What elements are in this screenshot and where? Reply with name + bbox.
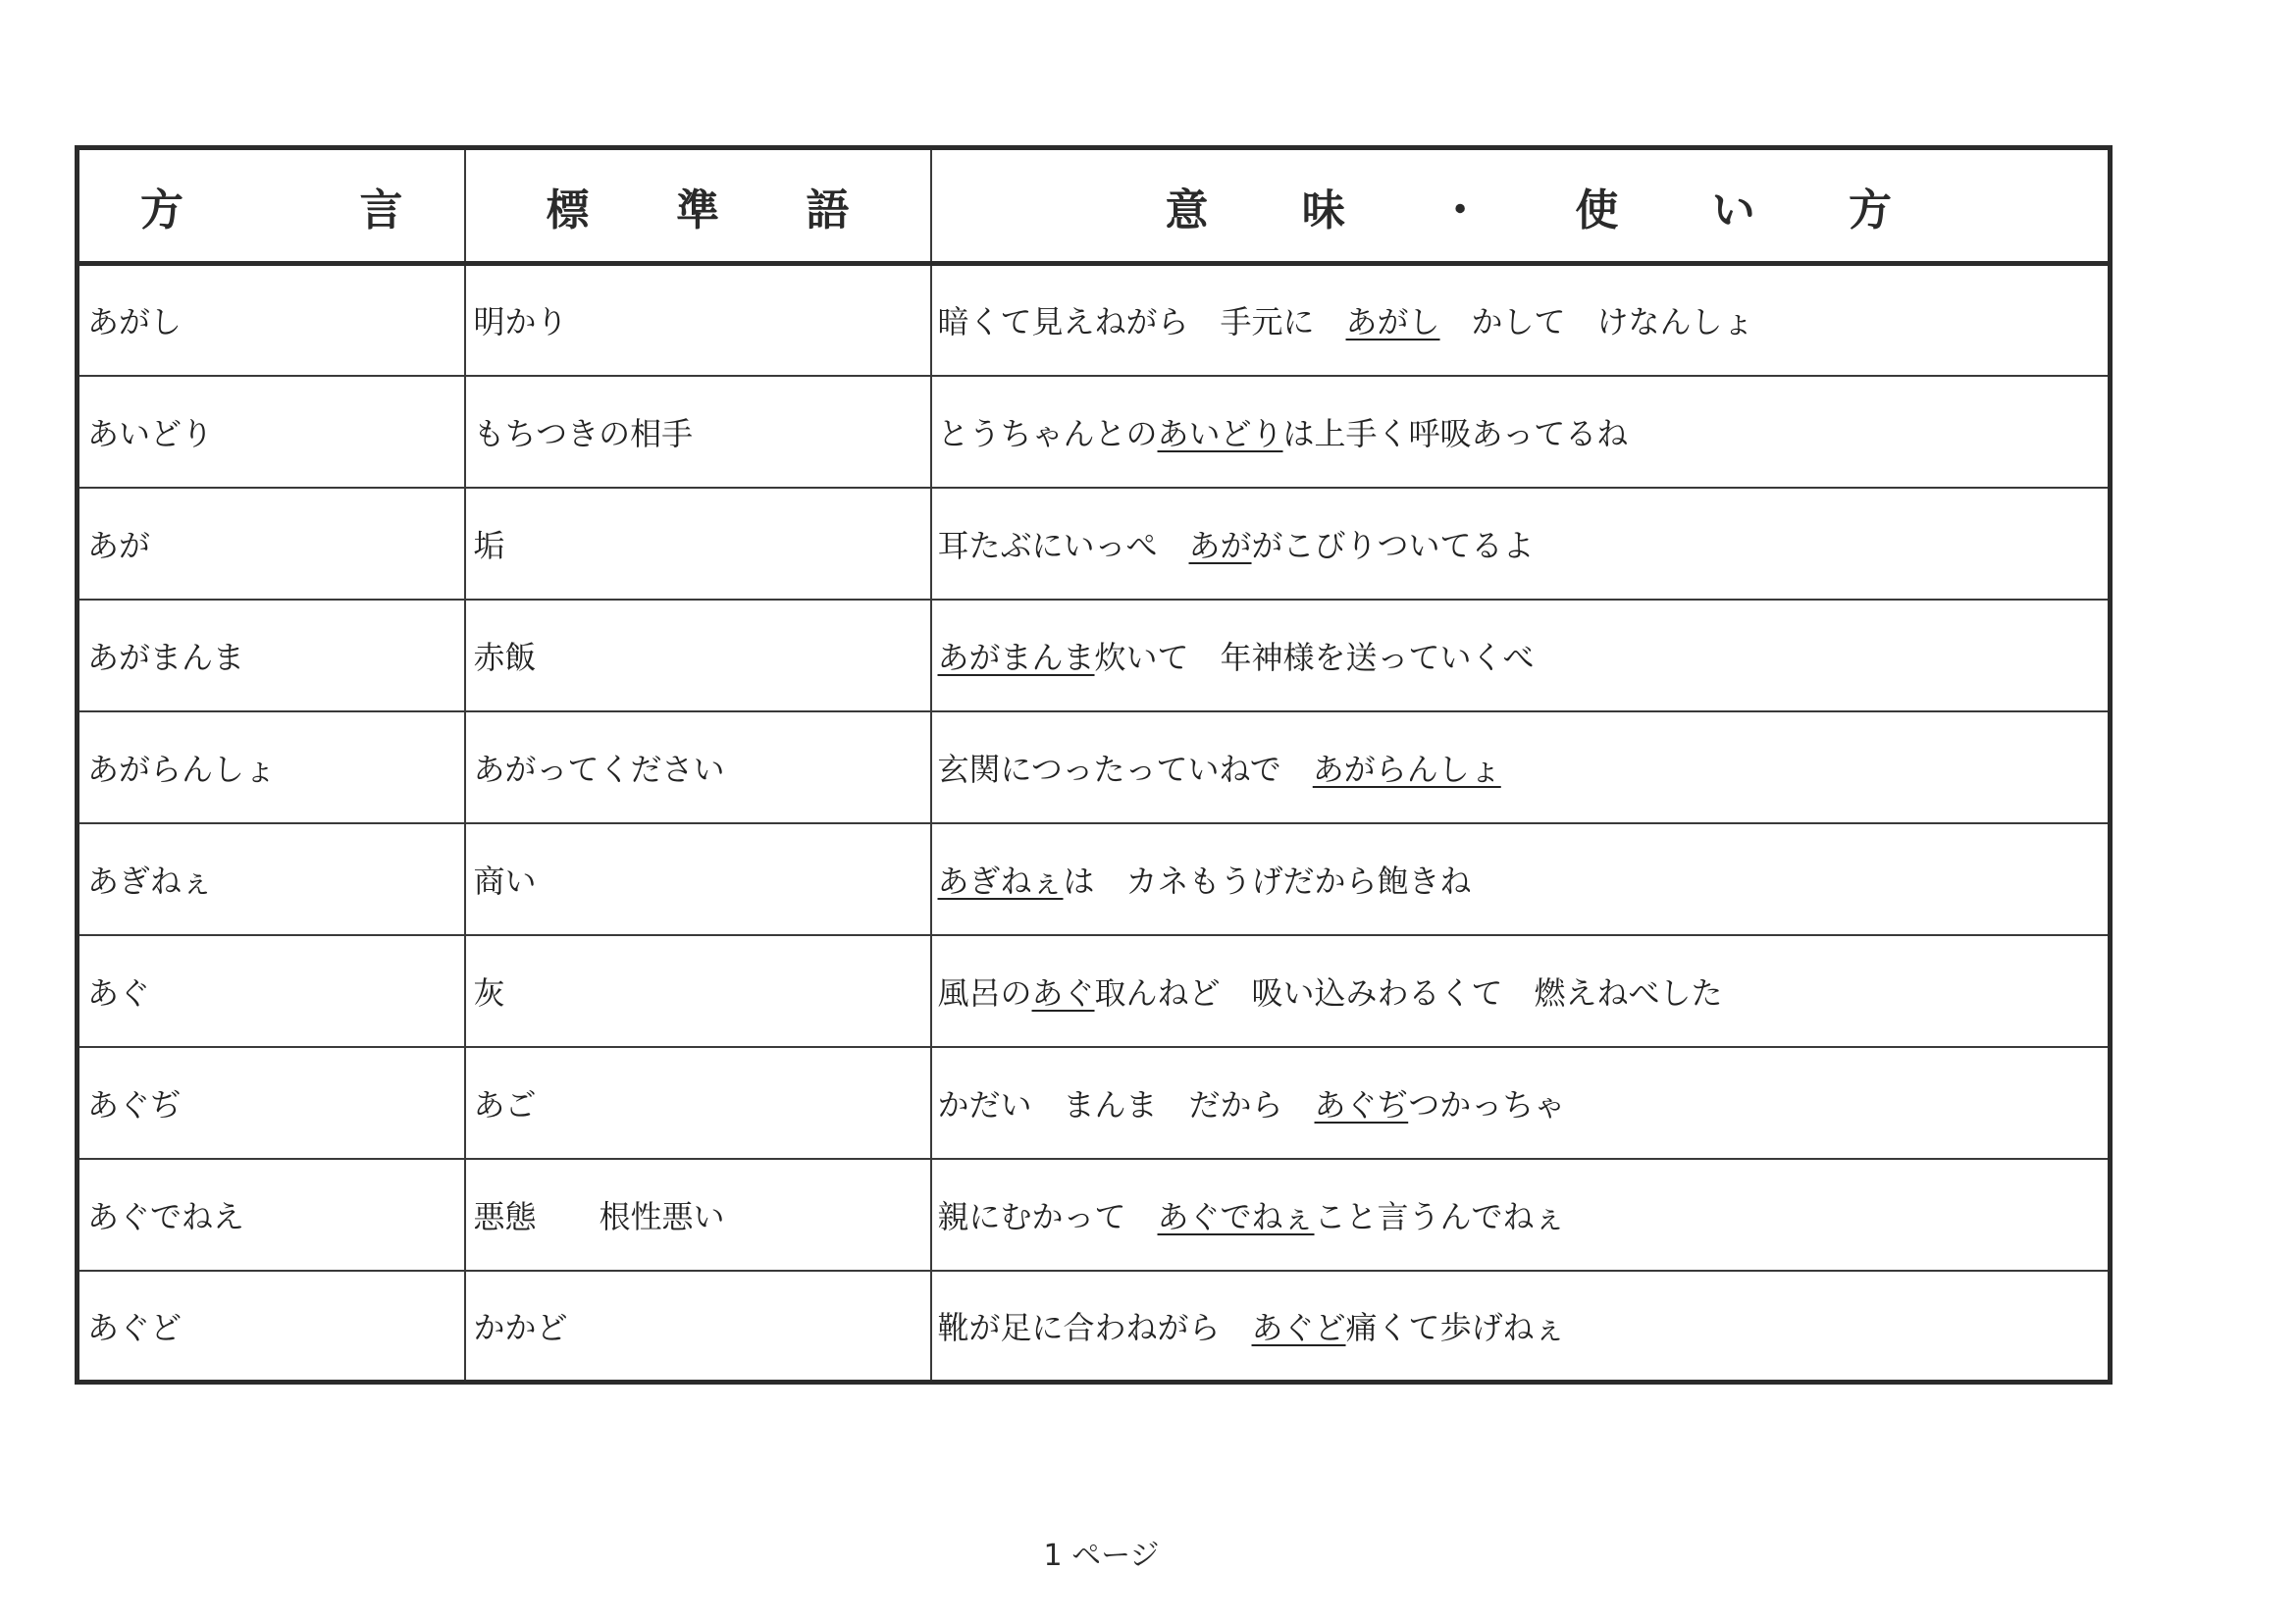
cell-standard: 明かり bbox=[465, 264, 931, 376]
cell-usage bbox=[931, 600, 2111, 711]
cell-usage bbox=[931, 376, 2111, 488]
cell-dialect: あぐでねえ bbox=[78, 1159, 465, 1271]
header-char: 標 bbox=[546, 184, 590, 236]
header-char: 味 bbox=[1301, 184, 1345, 236]
table-row bbox=[78, 711, 2111, 823]
cell-standard: もちつきの相手 bbox=[465, 376, 931, 488]
header-char: 語 bbox=[806, 184, 850, 236]
header-char: 方 bbox=[140, 184, 183, 236]
underlined-dialect-word: あがし bbox=[1345, 303, 1440, 341]
cell-usage bbox=[931, 1047, 2111, 1159]
cell-usage bbox=[931, 488, 2111, 600]
underlined-dialect-word: あぎねぇ bbox=[937, 862, 1064, 900]
header-char: 言 bbox=[359, 184, 403, 236]
usage-text: 玄関につったっていねで bbox=[937, 750, 1313, 788]
cell-standard: 赤飯 bbox=[465, 600, 931, 711]
usage-text: は上手く呼吸あってるね bbox=[1282, 414, 1629, 452]
cell-dialect: あがらんしょ bbox=[78, 711, 465, 823]
table-row bbox=[78, 935, 2111, 1047]
usage-text: かして けなんしょ bbox=[1439, 303, 1754, 341]
cell-dialect: あが bbox=[78, 488, 465, 600]
table-row bbox=[78, 488, 2111, 600]
cell-standard: 灰 bbox=[465, 935, 931, 1047]
cell-dialect: あぐ bbox=[78, 935, 465, 1047]
underlined-dialect-word: あぐど bbox=[1251, 1308, 1346, 1346]
usage-text: は カネもうげだから飽きね bbox=[1063, 862, 1472, 900]
header-char: ・ bbox=[1438, 184, 1483, 236]
cell-dialect: あぐど bbox=[78, 1271, 465, 1383]
header-char: 準 bbox=[676, 184, 719, 236]
cell-standard: 垢 bbox=[465, 488, 931, 600]
cell-usage bbox=[931, 1271, 2111, 1383]
header-dialect bbox=[78, 148, 465, 264]
cell-standard: あご bbox=[465, 1047, 931, 1159]
cell-usage bbox=[931, 264, 2111, 376]
header-char: 意 bbox=[1165, 184, 1209, 236]
usage-text: 炊いて 年神様を送っていくべ bbox=[1094, 638, 1535, 676]
usage-text: 靴が足に合わねがら bbox=[937, 1308, 1252, 1346]
table-row bbox=[78, 1047, 2111, 1159]
cell-usage bbox=[931, 711, 2111, 823]
cell-usage bbox=[931, 823, 2111, 935]
header-standard bbox=[465, 148, 931, 264]
cell-standard: あがってください bbox=[465, 711, 931, 823]
usage-text: 暗くて見えねがら 手元に bbox=[937, 303, 1346, 341]
usage-text: 耳たぶにいっぺ bbox=[937, 526, 1189, 564]
header-char: い bbox=[1711, 184, 1755, 236]
usage-text: つかっちゃ bbox=[1408, 1085, 1566, 1124]
usage-text: 親にむかって bbox=[937, 1197, 1158, 1235]
table-body bbox=[78, 264, 2111, 1383]
table-row bbox=[78, 264, 2111, 376]
cell-standard: かかど bbox=[465, 1271, 931, 1383]
header-char: 方 bbox=[1848, 184, 1892, 236]
usage-text: 風呂の bbox=[937, 973, 1032, 1012]
page-number: 1 ページ bbox=[1043, 1539, 1160, 1573]
table-row bbox=[78, 376, 2111, 488]
underlined-dialect-word: あいどり bbox=[1157, 414, 1283, 452]
usage-text: とうちゃんとの bbox=[937, 414, 1158, 452]
underlined-dialect-word: あぐ bbox=[1031, 973, 1095, 1012]
cell-dialect: あぐぢ bbox=[78, 1047, 465, 1159]
underlined-dialect-word: あぐぢ bbox=[1314, 1085, 1409, 1124]
cell-standard: 悪態 根性悪い bbox=[465, 1159, 931, 1271]
header-usage bbox=[931, 148, 2111, 264]
table-row bbox=[78, 823, 2111, 935]
usage-text: 取んねど 吸い込みわるくて 燃えねべした bbox=[1094, 973, 1723, 1012]
cell-dialect: あぎねぇ bbox=[78, 823, 465, 935]
table-row bbox=[78, 1271, 2111, 1383]
cell-dialect: あいどり bbox=[78, 376, 465, 488]
header-row bbox=[78, 148, 2111, 264]
usage-text: 痛くて歩げねぇ bbox=[1345, 1308, 1566, 1346]
cell-dialect: あがまんま bbox=[78, 600, 465, 711]
cell-usage bbox=[931, 1159, 2111, 1271]
table-row bbox=[78, 600, 2111, 711]
cell-standard: 商い bbox=[465, 823, 931, 935]
dialect-table bbox=[75, 145, 2113, 1385]
usage-text: こと言うんでねぇ bbox=[1314, 1197, 1566, 1235]
underlined-dialect-word: あが bbox=[1188, 526, 1252, 564]
cell-usage bbox=[931, 935, 2111, 1047]
underlined-dialect-word: あがらんしょ bbox=[1312, 750, 1501, 788]
usage-text: がこびりついてるよ bbox=[1251, 526, 1535, 564]
usage-text: かだい まんま だから bbox=[937, 1085, 1315, 1124]
table-row bbox=[78, 1159, 2111, 1271]
header-char: 使 bbox=[1575, 184, 1619, 236]
cell-dialect: あがし bbox=[78, 264, 465, 376]
underlined-dialect-word: あぐでねぇ bbox=[1157, 1197, 1315, 1235]
underlined-dialect-word: あがまんま bbox=[937, 638, 1095, 676]
